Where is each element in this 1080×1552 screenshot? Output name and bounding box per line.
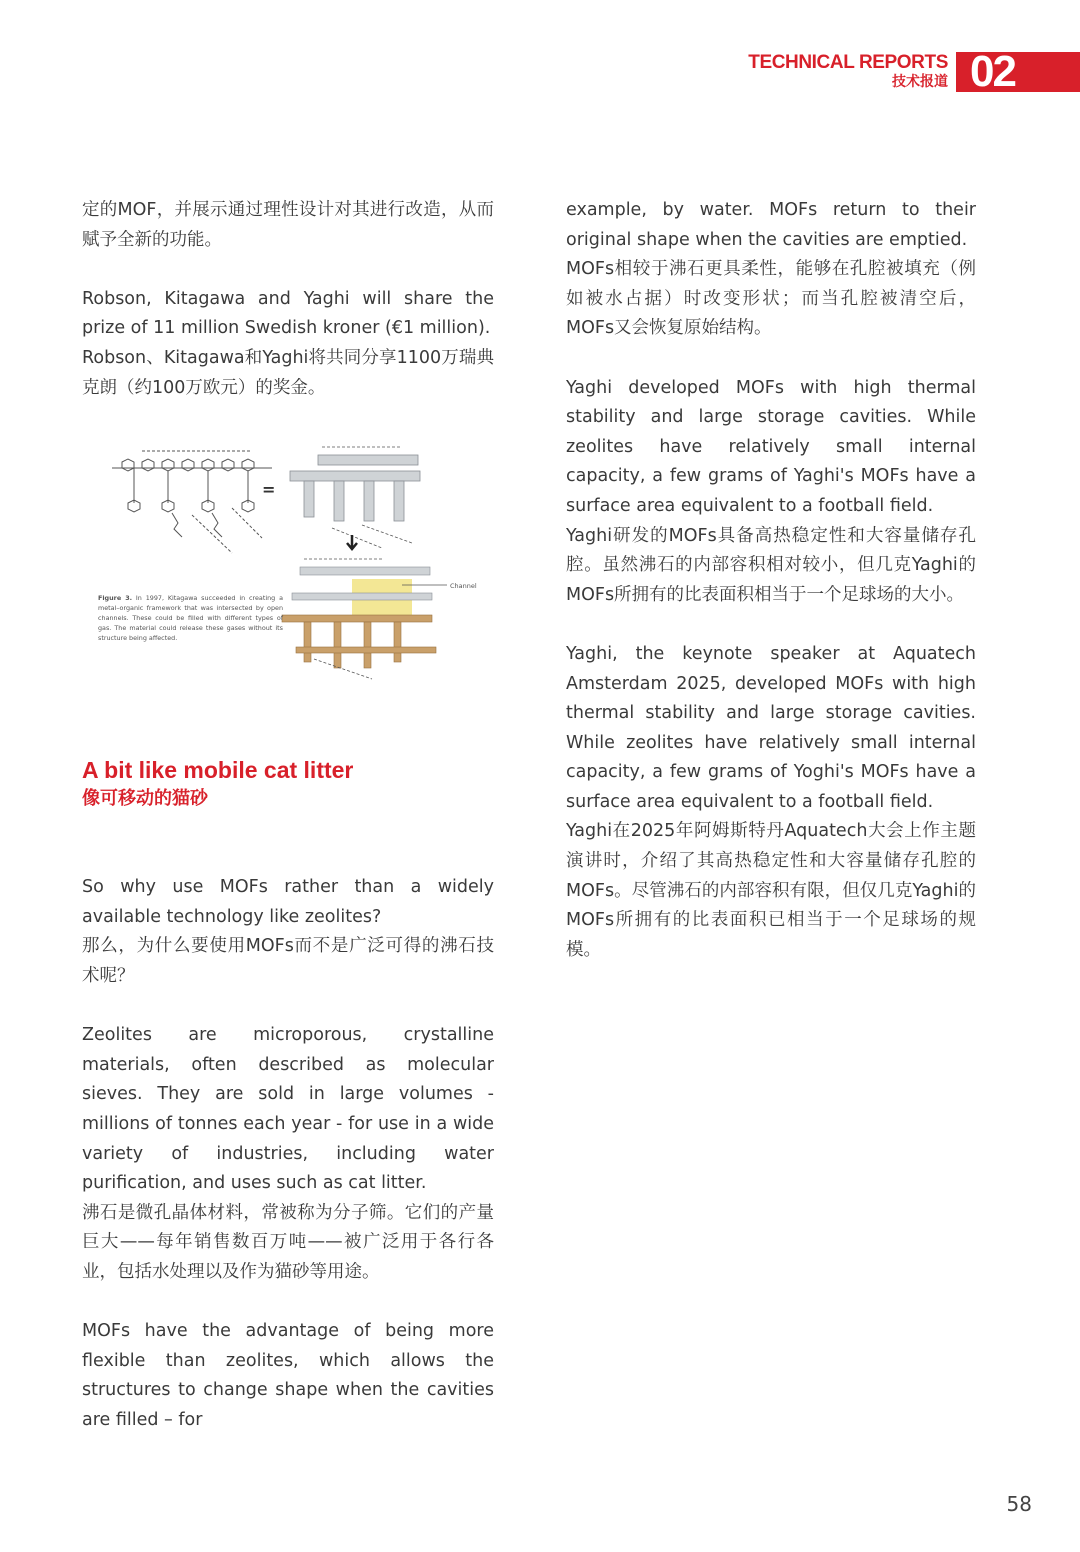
figure-mof-structure	[82, 433, 494, 695]
section-title	[748, 52, 948, 91]
paragraph: 那么，为什么要使用MOFs而不是广泛可得的沸石技术呢？	[82, 936, 494, 986]
paragraph: MOFs have the advantage of being more flexible than zeolites, which allows the structures to change shape when the cavities are filled – for	[82, 1321, 494, 1430]
paragraph: 定的MOF，并展示通过理性设计对其进行改造，从而赋予全新的功能。	[82, 200, 494, 250]
paragraph: 沸石是微孔晶体材料，常被称为分子筛。它们的产量巨大——每年销售数百万吨——被广泛用于各行各业，包括水处理以及作为猫砂等用途。	[82, 1202, 494, 1282]
caption-label: Figure 3.	[98, 594, 133, 603]
paragraph: MOFs相较于沸石更具柔性，能够在孔腔被填充（例如被水占据）时改变形状；而当孔腔被清空后，MOFs又会恢复原始结构。	[566, 259, 976, 339]
caption-text: In 1997, Kitagawa succeeded in creating a metal–organic framework that was intersected by open channels. These could be filled with different types of gas. The material could release these gases without its structure being affected.	[98, 594, 283, 643]
paragraph: Yaghi, the keynote speaker at Aquatech Amsterdam 2025, developed MOFs with high thermal stability and large storage cavities. While zeolites have relatively small internal capacity, a few grams of Yoghi's MOFs have a surface area equivalent to a football field.	[566, 643, 976, 812]
frame-upper	[290, 455, 420, 521]
section-number: 02	[956, 52, 1080, 92]
paragraph: Robson, Kitagawa and Yaghi will share the prize of 11 million Swedish kroner (€1 million).	[82, 288, 494, 339]
figure-caption	[98, 593, 283, 643]
section-header	[748, 47, 1080, 96]
paragraph: example, by water. MOFs return to their original shape when the cavities are emptied.	[566, 200, 976, 250]
paragraph: Zeolites are microporous, crystalline materials, often described as molecular sieves. They are sold in large volumes - millions of tonnes each year - for use in a wide variety of industries, including water purification, and uses such as cat litter.	[82, 1025, 494, 1194]
left-column	[82, 196, 494, 1435]
right-column	[566, 196, 976, 965]
channel-label: Channel	[450, 582, 477, 591]
section-heading-zh: 像可移动的猫砂	[82, 788, 208, 810]
paragraph: Robson、Kitagawa和Yaghi将共同分享1100万瑞典克朗（约100万欧元）的奖金。	[82, 347, 494, 398]
paragraph: So why use MOFs rather than a widely available technology like zeolites?	[82, 877, 494, 927]
page-number: 58	[1006, 1492, 1032, 1516]
mof-diagram	[82, 433, 494, 695]
paragraph: Yaghi developed MOFs with high thermal stability and large storage cavities. While zeolites have relatively small internal capacity, a few grams of Yaghi's MOFs have a surface area equivalent to a football field.	[566, 377, 976, 516]
section-title-zh: 技术报道	[892, 74, 948, 90]
section-title-en: TECHNICAL REPORTS	[748, 52, 948, 73]
frame-lower	[282, 559, 447, 679]
molecular-chain	[112, 451, 272, 553]
paragraph: Yaghi在2025年阿姆斯特丹Aquatech大会上作主题演讲时，介绍了其高热稳定性和大容量储存孔腔的MOFs。尽管沸石的内部容积有限，但仅几克Yaghi的MOFs所拥有的比表面积已相当于一个足球场的规模。	[566, 821, 976, 960]
equals-sign: =	[262, 480, 276, 500]
section-heading-en: A bit like mobile cat litter	[82, 757, 354, 784]
paragraph: Yaghi研发的MOFs具备高热稳定性和大容量储存孔腔。虽然沸石的内部容积相对较小，但几克Yaghi的MOFs所拥有的比表面积相当于一个足球场的大小。	[566, 525, 976, 605]
